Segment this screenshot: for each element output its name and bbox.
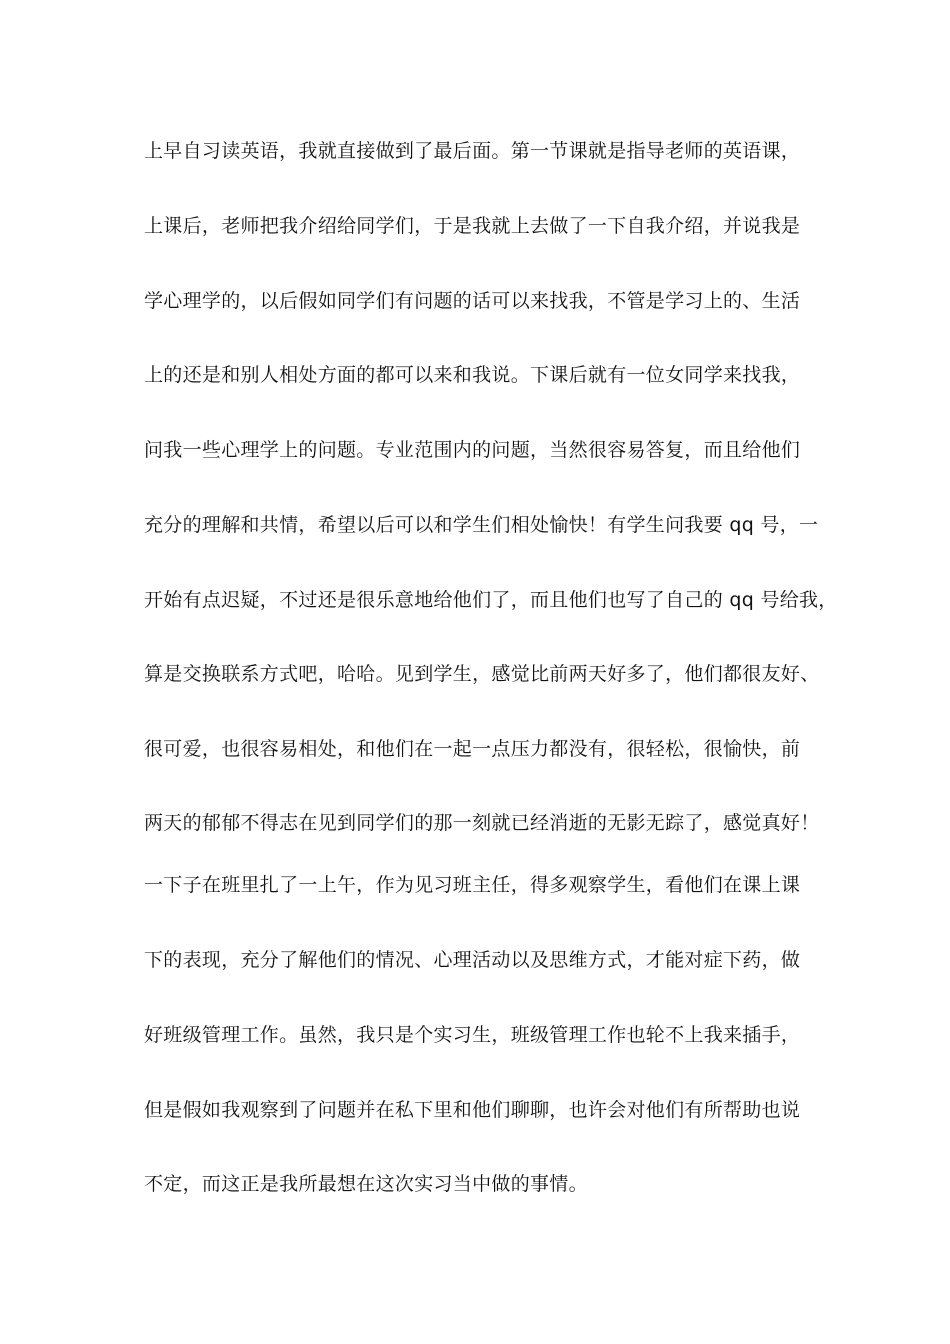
text-line-1: 上早自习读英语，我就直接做到了最后面。第一节课就是指导老师的英语课， [144,140,801,162]
text-line-5: 问我一些心理学上的问题。专业范围内的问题，当然很容易答复，而且给他们 [144,439,801,461]
text-line-2: 上课后，老师把我介绍给同学们，于是我就上去做了一下自我介绍，并说我是 [144,215,801,237]
text-line-13: 好班级管理工作。虽然，我只是个实习生，班级管理工作也轮不上我来插手， [144,1024,801,1046]
text-line-10: 两天的郁郁不得志在见到同学们的那一刻就已经消逝的无影无踪了，感觉真好！ [144,812,820,834]
text-line-6: 充分的理解和共情，希望以后可以和学生们相处愉快！有学生问我要 qq 号，一 [144,514,819,536]
text-line-3: 学心理学的，以后假如同学们有问题的话可以来找我，不管是学习上的、生活 [144,290,801,312]
text-line-9: 很可爱，也很容易相处，和他们在一起一点压力都没有，很轻松，很愉快，前 [144,738,801,760]
text-line-11: 一下子在班里扎了一上午，作为见习班主任，得多观察学生，看他们在课上课 [144,874,801,896]
text-line-8: 算是交换联系方式吧，哈哈。见到学生，感觉比前两天好多了，他们都很友好、 [144,663,820,685]
text-line-12: 下的表现，充分了解他们的情况、心理活动以及思维方式，才能对症下药，做 [144,949,801,971]
text-line-14: 但是假如我观察到了问题并在私下里和他们聊聊，也许会对他们有所帮助也说 [144,1099,801,1121]
text-line-15: 不定，而这正是我所最想在这次实习当中做的事情。 [144,1173,588,1195]
text-line-7: 开始有点迟疑，不过还是很乐意地给他们了，而且他们也写了自己的 qq 号给我， [144,589,838,611]
text-line-4: 上的还是和别人相处方面的都可以来和我说。下课后就有一位女同学来找我， [144,364,801,386]
